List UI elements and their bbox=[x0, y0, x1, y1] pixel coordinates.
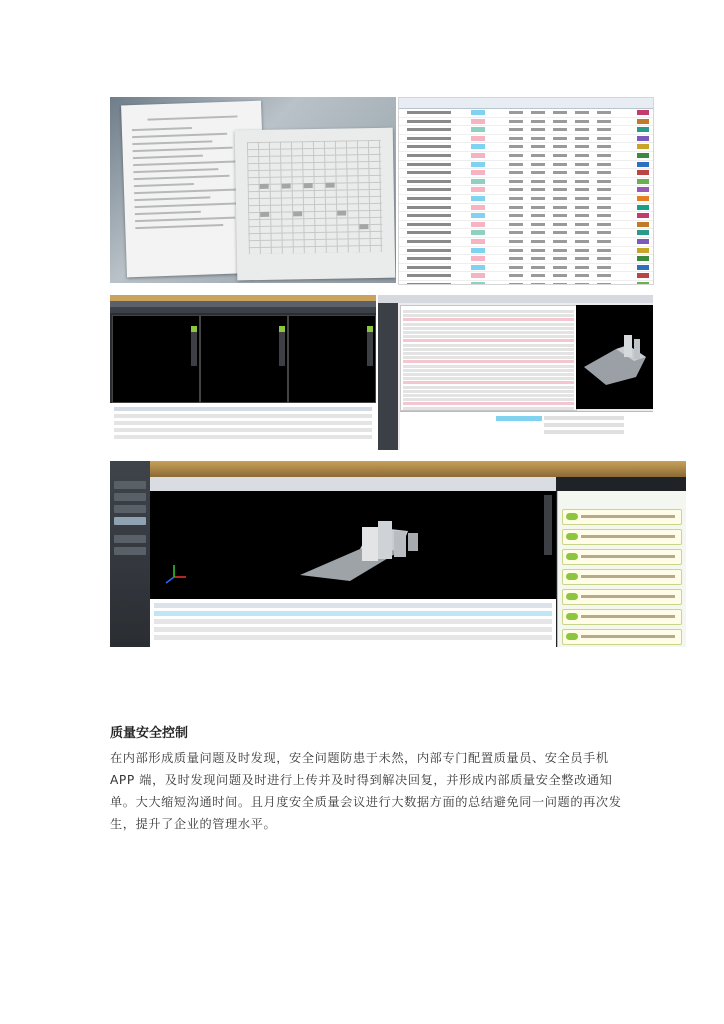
table-row bbox=[403, 377, 574, 380]
schedule-row bbox=[399, 221, 653, 230]
axis-gizmo-icon bbox=[166, 565, 186, 583]
schedule-row bbox=[399, 212, 653, 221]
table-row bbox=[403, 369, 574, 372]
nav-sidebar bbox=[110, 461, 150, 647]
title-bar bbox=[150, 461, 686, 477]
element-list bbox=[110, 403, 376, 450]
table-row bbox=[403, 310, 574, 313]
schedule-row bbox=[399, 281, 653, 285]
schedule-row bbox=[399, 169, 653, 178]
table-row bbox=[403, 365, 574, 368]
schedule-row bbox=[399, 204, 653, 213]
table-row bbox=[403, 381, 574, 384]
table-row bbox=[403, 373, 574, 376]
table-row bbox=[403, 407, 574, 410]
tool-icon-bar bbox=[378, 303, 398, 450]
table-row bbox=[403, 335, 574, 338]
schedule-row bbox=[399, 195, 653, 204]
table-row bbox=[403, 402, 574, 405]
message-icon bbox=[562, 509, 682, 525]
table-row bbox=[403, 344, 574, 347]
checklist-grid-sheet bbox=[235, 128, 396, 281]
table-row bbox=[403, 331, 574, 334]
bottom-panel bbox=[400, 411, 653, 450]
table-row bbox=[403, 318, 574, 321]
schedule-row bbox=[399, 272, 653, 281]
model-view bbox=[576, 305, 653, 409]
message-panel bbox=[557, 491, 686, 647]
table-row bbox=[403, 390, 574, 393]
schedule-row bbox=[399, 109, 653, 118]
table-row bbox=[403, 398, 574, 401]
schedule-row bbox=[399, 152, 653, 161]
table-row bbox=[403, 352, 574, 355]
schedule-row bbox=[399, 135, 653, 144]
task-table bbox=[150, 599, 556, 647]
paper-documents-photo bbox=[110, 97, 396, 283]
table-row bbox=[403, 323, 574, 326]
component-table bbox=[400, 305, 577, 411]
table-row bbox=[403, 386, 574, 389]
section-body: 在内部形成质量问题及时发现，安全问题防患于未然，内部专门配置质量员、安全员手机 APP 端，及时发现问题及时进行上传并及时得到解决回复，并形成内部质量安全整改通知单。大大缩短沟通时间。且月度安全质量会议进行大数据方面的总结避免同一问题的再次发生，提升了企业的管理水平。 bbox=[110, 751, 622, 831]
schedule-row bbox=[399, 247, 653, 256]
bim-table-model-screenshot bbox=[378, 295, 653, 450]
table-row bbox=[403, 394, 574, 397]
viewport-1 bbox=[112, 315, 200, 403]
schedule-table-screenshot bbox=[398, 97, 654, 285]
table-row bbox=[403, 314, 574, 317]
model-view bbox=[150, 491, 556, 599]
table-row bbox=[403, 339, 574, 342]
viewport-3 bbox=[288, 315, 376, 403]
schedule-row bbox=[399, 118, 653, 127]
schedule-row bbox=[399, 161, 653, 170]
viewport-2 bbox=[200, 315, 288, 403]
table-row bbox=[403, 356, 574, 359]
toolbar bbox=[150, 477, 556, 491]
schedule-row bbox=[399, 186, 653, 195]
schedule-row bbox=[399, 264, 653, 273]
section-title: 质量安全控制 bbox=[110, 726, 189, 741]
schedule-row bbox=[399, 178, 653, 187]
schedule-row bbox=[399, 238, 653, 247]
schedule-row bbox=[399, 229, 653, 238]
bim-platform-screenshot bbox=[110, 461, 686, 647]
bim-multiview-screenshot bbox=[110, 295, 376, 450]
schedule-header bbox=[399, 98, 653, 109]
schedule-row bbox=[399, 126, 653, 135]
schedule-row bbox=[399, 255, 653, 264]
table-row bbox=[403, 327, 574, 330]
table-row bbox=[403, 348, 574, 351]
schedule-row bbox=[399, 143, 653, 152]
table-row bbox=[403, 360, 574, 363]
